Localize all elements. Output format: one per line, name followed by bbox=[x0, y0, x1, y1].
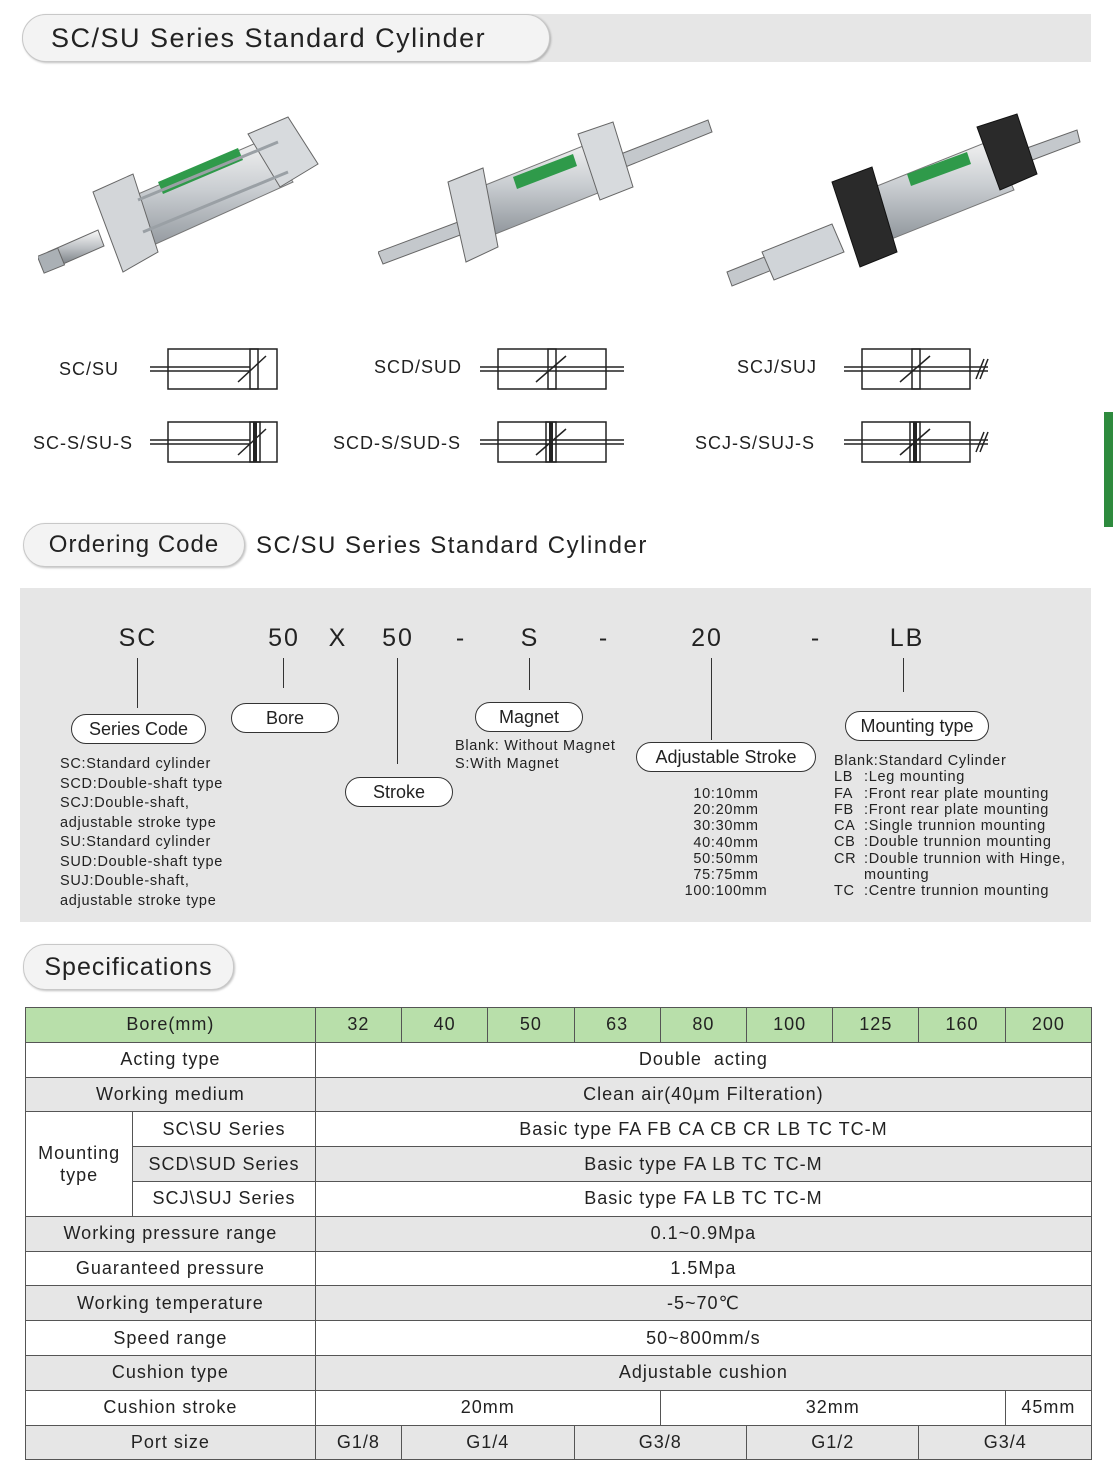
table-cell: Working temperature bbox=[26, 1286, 316, 1321]
ordering-code-title: SC/SU Series Standard Cylinder bbox=[256, 532, 648, 559]
table-cell: G3/8 bbox=[574, 1425, 746, 1460]
specifications-pill: Specifications bbox=[23, 944, 234, 990]
list-item: CB : Double trunnion mounting bbox=[834, 834, 1052, 851]
list-item: TC : Centre trunnion mounting bbox=[834, 883, 1050, 900]
table-cell: SCJ\SUJ Series bbox=[133, 1181, 316, 1216]
code-part-bore: 50 bbox=[268, 624, 300, 652]
table-cell: G3/4 bbox=[919, 1425, 1092, 1460]
list-item: CR : Double trunnion with Hinge, bbox=[834, 850, 1066, 867]
table-cell: Acting type bbox=[26, 1042, 316, 1077]
list-item: SCJ:Double-shaft, bbox=[60, 795, 190, 811]
specifications-table bbox=[25, 1007, 1092, 1460]
table-header-cell: 32 bbox=[315, 1008, 401, 1043]
table-row-working-medium bbox=[26, 1077, 1092, 1112]
code-part-magnet: S bbox=[520, 624, 540, 652]
symbol-label-sc-su: SC/SU bbox=[59, 359, 120, 379]
code-part-mounting: LB bbox=[889, 624, 925, 652]
table-header-cell: 100 bbox=[746, 1008, 832, 1043]
code-part-adj-stroke: 20 bbox=[691, 624, 723, 652]
product-image-sc bbox=[38, 112, 328, 302]
magnet-list bbox=[455, 738, 616, 773]
code-connector-series bbox=[137, 658, 138, 708]
list-item: SUD:Double-shaft type bbox=[60, 853, 223, 870]
table-cell: Basic type FA LB TC TC-M bbox=[315, 1181, 1091, 1216]
table-row-cushion-stroke bbox=[26, 1390, 1092, 1425]
list-item: FA : Front rear plate mounting bbox=[834, 785, 1050, 802]
table-cell: Adjustable cushion bbox=[315, 1355, 1091, 1390]
table-cell: Working pressure range bbox=[26, 1216, 316, 1251]
symbol-label-scd-s-sud-s: SCD-S/SUD-S bbox=[333, 433, 462, 453]
list-item: 20:20mm bbox=[693, 802, 759, 819]
mounting-type-pill: Mounting type bbox=[845, 711, 989, 741]
list-item: SUJ:Double-shaft, bbox=[60, 873, 190, 889]
list-item: mounting bbox=[864, 867, 930, 884]
cylinder-symbol-scj-s-suj-s bbox=[842, 419, 992, 465]
table-cell: G1/2 bbox=[746, 1425, 918, 1460]
bore-pill: Bore bbox=[231, 703, 339, 733]
table-cell: Speed range bbox=[26, 1321, 316, 1356]
table-header-cell: 63 bbox=[574, 1008, 660, 1043]
magnet-pill: Magnet bbox=[475, 702, 583, 732]
code-connector-bore bbox=[283, 658, 284, 688]
table-cell: SC\SU Series bbox=[133, 1112, 316, 1147]
table-cell: Basic type FA LB TC TC-M bbox=[315, 1147, 1091, 1182]
list-item: Blank: Without Magnet bbox=[455, 738, 616, 754]
table-row-mounting-1 bbox=[26, 1112, 1092, 1147]
list-item: SU:Standard cylinder bbox=[60, 834, 212, 850]
list-item: adjustable stroke type bbox=[60, 814, 217, 831]
code-connector-mounting bbox=[903, 658, 904, 692]
table-header-cell: 125 bbox=[833, 1008, 919, 1043]
series-code-list bbox=[60, 755, 223, 911]
symbol-label-scj-suj: SCJ/SUJ bbox=[737, 357, 818, 377]
table-header-cell: 80 bbox=[660, 1008, 746, 1043]
table-cell: Mounting type bbox=[26, 1112, 133, 1216]
table-row-working-pressure bbox=[26, 1216, 1092, 1251]
table-row-bore bbox=[26, 1008, 1092, 1043]
adjustable-stroke-pill: Adjustable Stroke bbox=[636, 742, 816, 772]
table-row-guaranteed-pressure bbox=[26, 1251, 1092, 1286]
table-cell: 1.5Mpa bbox=[315, 1251, 1091, 1286]
table-cell: SCD\SUD Series bbox=[133, 1147, 316, 1182]
series-code-pill: Series Code bbox=[71, 714, 206, 744]
code-part-series: SC bbox=[118, 624, 158, 652]
table-cell: Cushion stroke bbox=[26, 1390, 316, 1425]
table-cell: 20mm bbox=[315, 1390, 660, 1425]
table-cell: Basic type FA FB CA CB CR LB TC TC-M bbox=[315, 1112, 1091, 1147]
table-header-cell: 50 bbox=[488, 1008, 574, 1043]
code-part-dash-1: - bbox=[455, 624, 467, 652]
table-header-cell: Bore(mm) bbox=[26, 1008, 316, 1043]
cylinder-symbol-sc-su bbox=[148, 346, 282, 392]
table-cell: Cushion type bbox=[26, 1355, 316, 1390]
code-part-dash-3: - bbox=[810, 624, 822, 652]
cylinder-symbol-scd-sud bbox=[478, 346, 626, 392]
symbol-label-scj-s-suj-s: SCJ-S/SUJ-S bbox=[695, 433, 816, 453]
code-connector-adj-stroke bbox=[711, 658, 712, 740]
table-cell: 45mm bbox=[1005, 1390, 1091, 1425]
symbol-label-sc-s-su-s: SC-S/SU-S bbox=[33, 433, 134, 453]
mounting-type-list bbox=[834, 753, 1066, 900]
table-row-speed-range bbox=[26, 1321, 1092, 1356]
table-cell: Port size bbox=[26, 1425, 316, 1460]
table-cell: 32mm bbox=[660, 1390, 1005, 1425]
table-cell: -5~70℃ bbox=[315, 1286, 1091, 1321]
list-item: Blank : Standard Cylinder bbox=[834, 753, 1007, 769]
table-cell: Double acting bbox=[315, 1042, 1091, 1077]
ordering-code-pill: Ordering Code bbox=[23, 523, 245, 567]
adjustable-stroke-list bbox=[676, 786, 776, 899]
table-cell: 0.1~0.9Mpa bbox=[315, 1216, 1091, 1251]
list-item: 10:10mm bbox=[693, 786, 759, 802]
cylinder-symbol-scj-suj bbox=[842, 346, 992, 392]
side-tab-marker bbox=[1104, 412, 1113, 527]
table-cell: Guaranteed pressure bbox=[26, 1251, 316, 1286]
table-row-mounting-2 bbox=[26, 1147, 1092, 1182]
list-item: SC:Standard cylinder bbox=[60, 756, 212, 772]
table-cell: Working medium bbox=[26, 1077, 316, 1112]
product-image-scd bbox=[378, 112, 713, 282]
code-connector-magnet bbox=[529, 658, 530, 690]
table-cell: G1/8 bbox=[315, 1425, 401, 1460]
list-item: 50:50mm bbox=[693, 850, 759, 867]
table-row-port-size bbox=[26, 1425, 1092, 1460]
symbol-label-scd-sud: SCD/SUD bbox=[374, 357, 463, 377]
cylinder-symbol-scd-s-sud-s bbox=[478, 419, 626, 465]
table-row-acting-type bbox=[26, 1042, 1092, 1077]
list-item: 100:100mm bbox=[684, 883, 768, 900]
table-row-mounting-3 bbox=[26, 1181, 1092, 1216]
list-item: 30:30mm bbox=[693, 818, 759, 835]
code-part-dash-2: - bbox=[598, 624, 610, 652]
table-header-cell: 200 bbox=[1005, 1008, 1091, 1043]
page-title: SC/SU Series Standard Cylinder bbox=[22, 14, 550, 62]
list-item: S:With Magnet bbox=[455, 755, 560, 772]
table-header-cell: 160 bbox=[919, 1008, 1005, 1043]
cylinder-symbol-sc-s-su-s bbox=[148, 419, 282, 465]
table-row-cushion-type bbox=[26, 1355, 1092, 1390]
list-item: 75:75mm bbox=[693, 867, 759, 884]
code-part-stroke: 50 bbox=[382, 624, 414, 652]
table-row-working-temperature bbox=[26, 1286, 1092, 1321]
table-cell: Clean air(40μm Filteration) bbox=[315, 1077, 1091, 1112]
list-item: CA : Single trunnion mounting bbox=[834, 818, 1046, 835]
table-cell: 50~800mm/s bbox=[315, 1321, 1091, 1356]
list-item: FB : Front rear plate mounting bbox=[834, 801, 1050, 818]
list-item: 40:40mm bbox=[693, 834, 759, 851]
list-item: LB : Leg mounting bbox=[834, 769, 966, 786]
product-image-scj bbox=[722, 112, 1082, 292]
code-part-x: X bbox=[328, 624, 348, 652]
list-item: adjustable stroke type bbox=[60, 892, 217, 909]
table-header-cell: 40 bbox=[402, 1008, 488, 1043]
stroke-pill: Stroke bbox=[345, 777, 453, 807]
list-item: SCD:Double-shaft type bbox=[60, 775, 223, 792]
table-cell: G1/4 bbox=[402, 1425, 574, 1460]
code-connector-stroke bbox=[397, 658, 398, 764]
